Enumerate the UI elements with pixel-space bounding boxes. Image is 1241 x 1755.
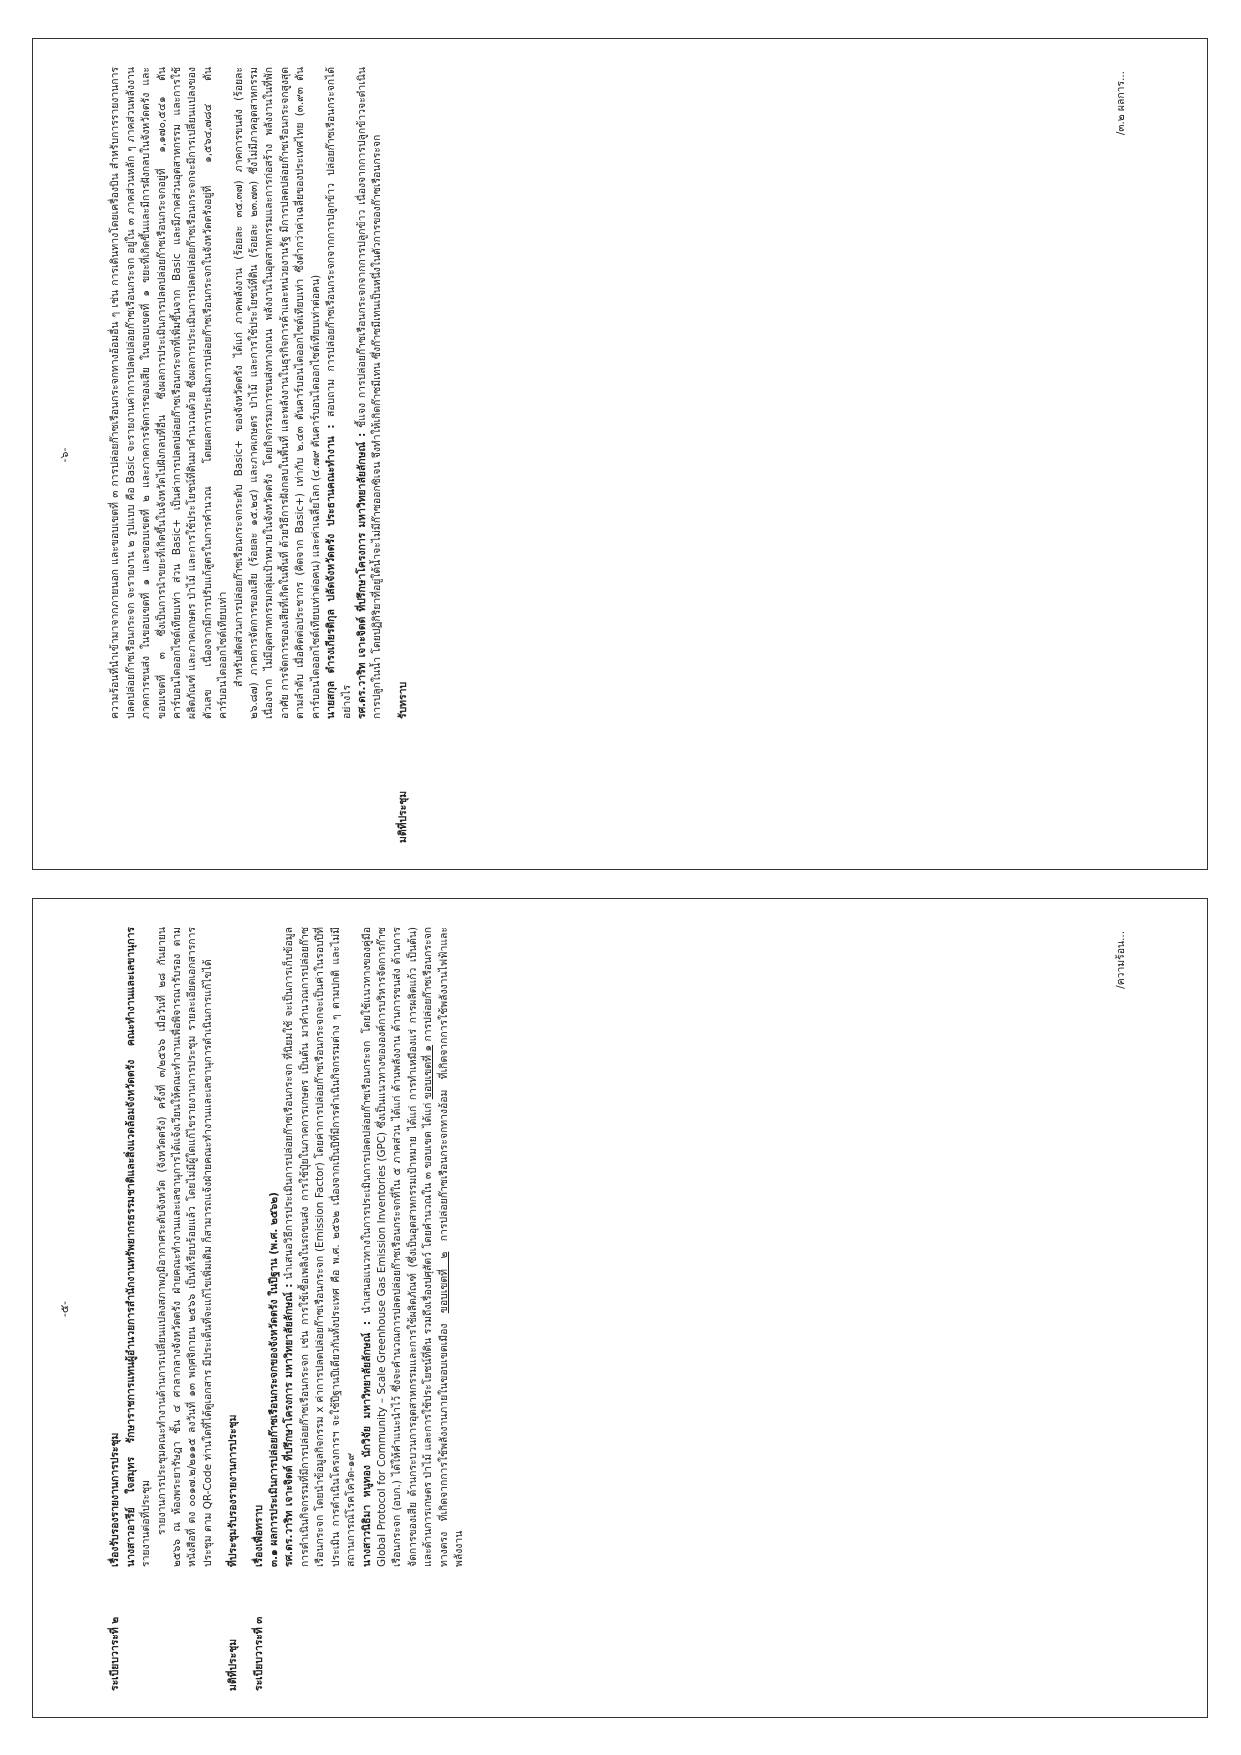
agenda-title: เรื่องเพื่อทราบ <box>252 1505 265 1567</box>
paragraph: ความร้อนที่นำเข้ามาจากภายนอก และขอบเขตที่ ๓ การปล่อยก๊าซเรือนกระจกทางอ้อมอื่น ๆ เช่น การเดินทางโดยเครื่องบิน สำหรับการรายงานการปลดปล่อยก๊าซเรือนกระจก จะรายงาน ๒ รูปแบบ คือ Basic จะรายงานค่าการปลดปล่อยก๊าซเรือนกระจก อยู่ใน ๓ ภาคส่วนหลัก ๆ ภาคส่วนพลังงาน ภาคการขนส่ง ในขอบเขตที่ ๑ และขอบเขตที่ ๒ และภาคการจัดการของเสีย ในขอบเขตที่ ๑ ขยะที่เกิดขึ้นและมีการฝังกลบในจังหวัดตรัง และขอบเขตที่ ๓ ซึ่งเป็นการนำขยะที่เกิดขึ้นในจังหวัดไปฝังกลบที่อื่น ซึ่งผลการประเมินการปลดปล่อยก๊าซเรือนกระจกอยู่ที่ ๑,๑๗๐,๕๔๑ ตันคาร์บอนไดออกไซด์เทียบเท่า ส่วน Basic+ เป็นค่าการปลดปล่อยก๊าซเรือนกระจกที่เพิ่มขึ้นจาก Basic และมีภาคส่วนอุตสาหกรรม และการใช้ผลิตภัณฑ์ และภาคเกษตร ป่าไม้ และการใช้ประโยชน์ที่ดินมาคำนวณด้วย ซึ่งผลการประเมินการปลดปล่อยก๊าซเรือนกระจกจะมีการเปลี่ยนแปลงของตัวเลข เนื่องจากมีการปรับแก้สูตรในการคำนวณ โดยผลการประเมินการปล่อยก๊าซเรือนกระจกในจังหวัดตรังอยู่ที่ ๑,๕๖๔,๗๘๔ ตันคาร์บอนไดออกไซด์เทียบเท่า <box>109 67 230 719</box>
scope-label: ขอบเขตที่ ๒ <box>437 1251 450 1314</box>
scope-text: การปล่อยก๊าซเรือนกระจกทางอ้อม ที่เกิดจากการใช้พลังงานไฟฟ้าและพลังงาน <box>437 927 465 1567</box>
speaker-line <box>360 927 468 1567</box>
paragraph: นำเสนอวิธีการประเมินการปล่อยก๊าซเรือนกระจก ที่นิยมใช้ จะเป็นการเก็บข้อมูลการดำเนินกิจกรรมที่มีการปล่อยก๊าซเรือนกระจก เช่น การใช้เชื้อเพลิงในรถขนส่ง การใช้ปุ๋ยในภาคการเกษตร เป็นต้น มาคำนวณการปล่อยก๊าซเรือนกระจก โดยนำข้อมูลกิจกรรม x ค่าการปลดปล่อยก๊าซเรือนกระจก (Emission Factor) โดยค่าการปล่อยก๊าซเรือนกระจกจะเป็นค่าในรอบปีที่ประเมิน การดำเนินโครงการฯ จะใช้ปีฐานปีเดียวกันทั้งประเทศ คือ พ.ศ. ๒๕๖๒ เนื่องจากเป็นปีที่มีการดำเนินกิจกรรมต่าง ๆ ตามปกติ และไม่มีสถานการณ์โรคโควิด-๑๙ <box>283 927 358 1567</box>
resolution-row <box>226 927 241 1691</box>
resolution-label: มติที่ประชุม <box>227 1638 240 1691</box>
page-frame-top <box>32 38 1208 870</box>
paragraph: สำหรับสัดส่วนการปล่อยก๊าซเรือนกระจกระดับ Basic+ ของจังหวัดตรัง ได้แก่ ภาคพลังงาน (ร้อยละ ๓๕.๓๗) ภาคการขนส่ง (ร้อยละ ๒๖.๘๗) ภาคการจัดการของเสีย (ร้อยละ ๑๕.๒๔) และภาคเกษตร ป่าไม้ และการใช้ประโยชน์ที่ดิน (ร้อยละ ๒๓.๗๓) ซึ่งไม่มีภาคอุตสาหกรรม เนื่องจาก ไม่มีอุตสาหกรรมกลุ่มเป้าหมายในจังหวัดตรัง โดยกิจกรรมการขนส่งทางถนน พลังงานในอุตสาหกรรมและการก่อสร้าง พลังงานในที่พักอาศัย การจัดการของเสียที่เกิดในพื้นที่ ด้วยวิธีการฝังกลบในพื้นที่ และพลังงานในธุรกิจการค้าและหน่วยงานรัฐ มีการปลดปล่อยก๊าซเรือนกระจกสูงสุดตามลำดับ เมื่อคิดต่อประชากร (คิดจาก Basic+) เท่ากับ ๒.๔๓ ตันคาร์บอนไดออกไซด์เทียบเท่า ซึ่งต่ำกว่าค่าเฉลี่ยของประเทศไทย (๓.๙๓ ตันคาร์บอนไดออกไซด์เทียบเท่าต่อคน) และค่าเฉลี่ยโลก (๔.๗๙ ตันคาร์บอนไดออกไซด์เทียบเท่าต่อคน) <box>232 67 322 719</box>
page-number: -๕- <box>58 1300 71 1318</box>
agenda-title: เรื่องรับรองรายงานการประชุม <box>109 1432 122 1567</box>
speaker-name: นายสกุล ตำรงเกียรติกุล ปลัดจังหวัดตรัง ประธานคณะทำงาน : <box>325 424 338 719</box>
resolution-row <box>396 67 411 843</box>
scope-label: ขอบเขตที่ ๑ <box>422 1044 435 1100</box>
paragraph: นำเสนอแนวทางในการประเมินการปลดปล่อยก๊าซเรือนกระจก โดยใช้แนวทางของคู่มือ Global Protocol for Community – Scale Greenhouse Gas Emission Inventories (GPC) ซึ่งเป็นแนวทางขององค์การบริหารจัดการก๊าซเรือนกระจก (อบก.) ได้ให้คำแนะนำไว้ ซึ่งจะคำนวณการปลดปล่อยก๊าซเรือนกระจกที่ใน ๕ ภาคส่วน ได้แก่ ด้านพลังงาน ด้านการขนส่ง ด้านการจัดการของเสีย ด้านกระบวนการอุตสาหกรรมและการใช้ผลิตภัณฑ์ (ซึ่งเป็นอุตสาหกรรมเป้าหมาย ได้แก่ การทำเหมืองแร่ การผลิตแก้ว เป็นต้น) และด้านการเกษตร ป่าไม้ และการใช้ประโยชน์ที่ดิน รวมถึงเรื่องปศุสัตว์ โดยคำนวณใน ๓ ขอบเขต ได้แก่ <box>360 927 435 1567</box>
paragraph: การปล่อยก๊าซเรือนกระจกจากการปลูกข้าว ปล่อยก๊าซเรือนกระจกได้อย่างไร <box>325 67 353 719</box>
scope-text: การปล่อยก๊าซเรือนกระจกทางตรง ที่เกิดจากการใช้พลังงานภายในขอบเขตเมือง <box>422 927 450 1567</box>
agenda-label: ระเบียบวาระที่ ๓ <box>252 1616 265 1691</box>
speaker-action: ชี้แจง <box>355 402 368 428</box>
item-title: ๓.๑ ผลการประเมินการปล่อยก๊าซเรือนกระจกของจังหวัดตรัง ในปีฐาน (พ.ศ. ๒๕๖๒) <box>268 1192 281 1567</box>
speaker-line <box>124 927 155 1567</box>
page-body <box>49 67 1189 843</box>
resolution-text: รับทราบ <box>396 681 409 719</box>
paragraph: รายงานการประชุมคณะทำงานด้านการเปลี่ยนแปลงสภาพภูมิอากาศระดับจังหวัด (จังหวัดตรัง) ครั้งที่ ๓/๒๕๖๖ เมื่อวันที่ ๒๘ กันยายน ๒๕๖๖ ณ ห้องพระยารัษฎา ชั้น ๔ ศาลากลางจังหวัดตรัง ฝ่ายคณะทำงานและเลขานุการได้แจ้งเวียนให้คณะทำงานเพื่อพิจารณารับรอง ตามหนังสือที่ ตง ๐๐๑๗.๒/๒๑๑๕ ลงวันที่ ๑๓ พฤศจิกายน ๒๕๖๖ เป็นที่เรียบร้อยแล้ว โดยไม่มีผู้ใดแก้ไขรายงานการประชุม รายละเอียดเอกสารการประชุม ตาม QR-Code ท่านใดที่ได้ดูเอกสาร มีประเด็นที่จะแก้ไขเพิ่มเติม ก็สามารถแจ้งฝ่ายคณะทำงานและเลขานุการดำเนินการแก้ไขได้ <box>155 927 214 1567</box>
content-row <box>108 67 385 843</box>
speaker-action: สอบถาม <box>325 378 338 418</box>
page-number: -๖- <box>58 447 71 463</box>
resolution-text: ที่ประชุมรับรองรายงานการประชุม <box>227 1414 240 1567</box>
continuation-note: /๓.๒ ผลการ... <box>1114 71 1127 136</box>
agenda-label: ระเบียบวาระที่ ๒ <box>109 1616 122 1691</box>
rotated-page-6 <box>33 39 1209 871</box>
speaker-action: รายงานต่อที่ประชุม <box>140 1479 153 1567</box>
speaker-name: นางสาวนิธิมา หนูทอง นักวิจัย มหาวิทยาลัยลักษณ์ : <box>360 1320 373 1567</box>
continuation-note: /ความร้อน... <box>1114 931 1127 989</box>
agenda-3 <box>252 927 468 1691</box>
speaker-line <box>355 67 386 719</box>
paragraph: การปล่อยก๊าซเรือนกระจกจากการปลูกข้าว เนื่องจากการปลูกข้าวจะดำเนินการปลูกในน้ำ โดยปฏิกิริยาที่อยู่ใต้น้ำจะไม่มีก๊าซออกซิเจน จึงทำให้เกิดก๊าซมีเทน ซึ่งก๊าซมีเทนเป็นหนึ่งในตัวการของก๊าซเรือนกระจก <box>355 66 384 719</box>
speaker-name: รศ.ดร.วาริท เจาะจิตต์ ที่ปรึกษาโครงการ มหาวิทยาลัยลักษณ์ : <box>283 1283 296 1567</box>
speaker-name: นางสาวอารีย์ ใจสมุทร รักษาราชการแทนผู้อำนวยการสำนักงานทรัพยากรธรรมชาติและสิ่งแวดล้อมจังหวัดตรัง คณะทำงานและเลขานุการ <box>124 927 137 1567</box>
speaker-line <box>324 67 355 719</box>
speaker-name: รศ.ดร.วาริท เจาะจิตต์ ที่ปรึกษาโครงการ มหาวิทยาลัยลักษณ์ : <box>355 432 368 719</box>
resolution-label: มติที่ประชุม <box>396 790 409 843</box>
page-body <box>49 927 1189 1691</box>
agenda-2 <box>108 927 216 1691</box>
rotated-page-5 <box>33 899 1209 1719</box>
page-frame-bottom <box>32 898 1208 1718</box>
speaker-line <box>282 927 359 1567</box>
